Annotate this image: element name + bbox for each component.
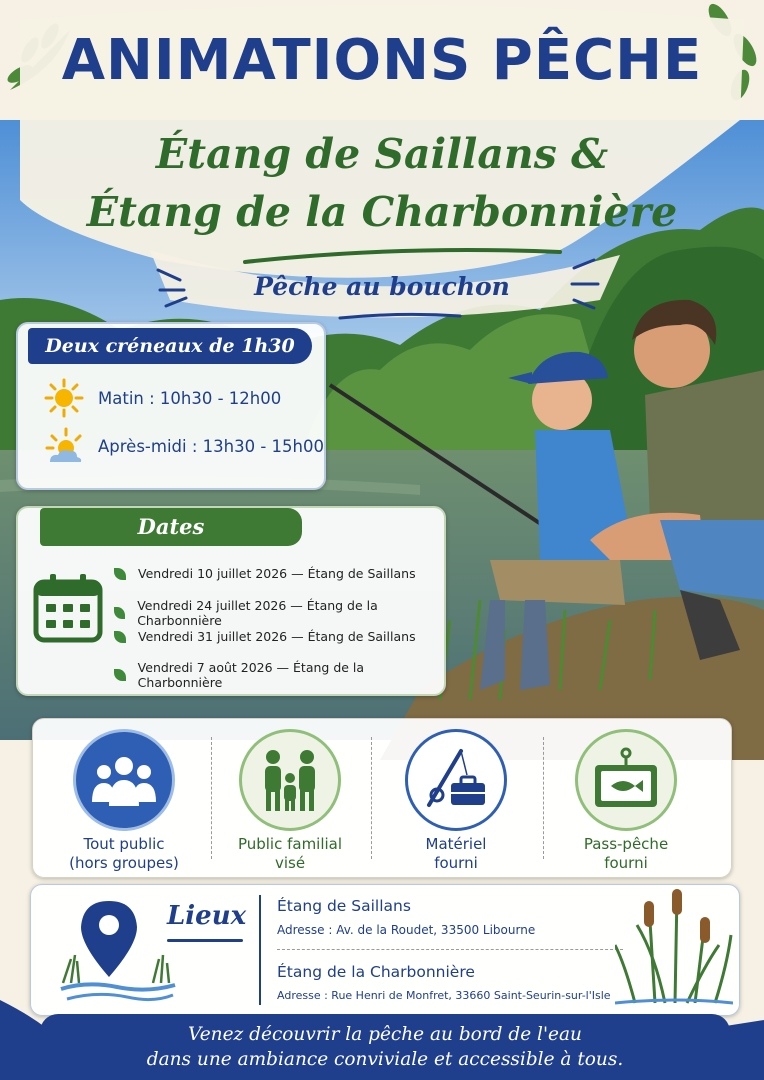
date-text: Vendredi 7 août 2026 — Étang de la Charbonnière: [137, 660, 365, 690]
sun-icon: [44, 378, 84, 418]
date-item: [114, 598, 444, 628]
fishing-gear-icon: [405, 729, 507, 831]
feature-all-public: [39, 729, 209, 873]
place-name: Étang de Saillans: [277, 897, 411, 915]
date-text: Vendredi 24 juillet 2026 — Étang de la Charbonnière: [137, 598, 378, 628]
feature-line2: (hors groupes): [69, 854, 179, 872]
location-title-line2: Étang de la Charbonnière: [86, 188, 678, 236]
place-address: Adresse : Rue Henri de Monfret, 33660 Saint-Seurin-sur-l'Isle: [277, 989, 611, 1002]
family-icon: [239, 729, 341, 831]
feature-line2: fourni: [434, 854, 478, 872]
time-slots-card: [16, 322, 326, 490]
time-slots-heading-banner: [28, 328, 312, 364]
places-card: [30, 884, 740, 1016]
feature-pass: [541, 729, 711, 873]
location-pin-icon: [57, 895, 179, 1007]
feature-line1: Tout public: [83, 835, 165, 853]
fishing-pass-icon: [575, 729, 677, 831]
places-separator: [259, 895, 261, 1005]
date-item: [114, 566, 416, 581]
feature-line2: fourni: [604, 854, 648, 872]
date-text: Vendredi 10 juillet 2026 — Étang de Saillans: [138, 566, 416, 581]
subtitle: Pêche au bouchon: [254, 272, 510, 301]
leaf-icon: [114, 607, 125, 619]
place-divider: [277, 949, 623, 950]
leaf-icon: [114, 631, 126, 643]
feature-line1: Public familial: [237, 835, 343, 853]
dates-card: [16, 506, 446, 696]
calendar-icon: [32, 572, 104, 644]
footer-line2: dans une ambiance conviviale et accessible à tous.: [146, 1049, 624, 1070]
footer-line1: Venez découvrir la pêche au bord de l'eau: [188, 1024, 582, 1045]
slot-morning-label: Matin : 10h30 - 12h00: [98, 388, 282, 408]
feature-line2: visé: [274, 854, 306, 872]
feature-family: [205, 729, 375, 873]
slot-afternoon-label: Après-midi : 13h30 - 15h00: [98, 436, 324, 456]
footer-banner: [40, 1014, 730, 1080]
leaf-icon: [114, 568, 126, 580]
place-address: Adresse : Av. de la Roudet, 33500 Libourne: [277, 923, 536, 937]
places-heading-underline: [167, 939, 243, 942]
leaf-icon: [114, 669, 126, 681]
time-slots-heading: Deux créneaux de 1h30: [45, 335, 295, 357]
feature-line1: Pass-pêche: [583, 835, 669, 853]
date-item: [114, 629, 416, 644]
dates-heading-banner: [40, 508, 302, 546]
cattail-icon: [615, 885, 733, 1009]
places-heading: Lieux: [167, 901, 247, 931]
slot-afternoon: [44, 426, 324, 466]
feature-gear: [371, 729, 541, 873]
group-icon: [73, 729, 175, 831]
features-card: [32, 718, 732, 878]
place-name: Étang de la Charbonnière: [277, 963, 475, 981]
location-title-line1: Étang de Saillans &: [155, 130, 609, 178]
dates-heading: Dates: [137, 514, 205, 539]
slot-morning: [44, 378, 281, 418]
date-item: [114, 660, 444, 690]
date-text: Vendredi 31 juillet 2026 — Étang de Saillans: [138, 629, 416, 644]
poster-title: ANIMATIONS PÊCHE: [61, 28, 703, 93]
feature-line1: Matériel: [425, 835, 487, 853]
sun-cloud-icon: [44, 426, 84, 466]
